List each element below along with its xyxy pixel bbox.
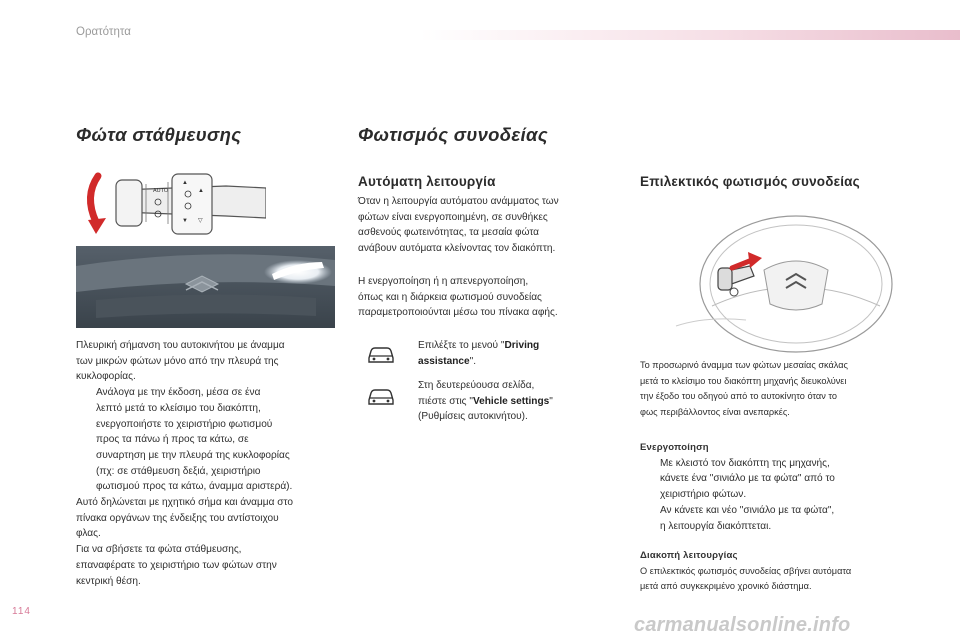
text-fragment: "	[549, 395, 553, 407]
text-fragment: πιέστε στις "	[418, 395, 473, 407]
text-line: (Ρυθμίσεις αυτοκινήτου).	[418, 411, 528, 423]
menu-name: Vehicle settings	[472, 395, 550, 407]
text-line: Αν κάνετε και νέο "σινιάλο με τα φώτα",	[660, 504, 835, 516]
text-line: ανάβουν αυτόματα κλείνοντας τον διακόπτη.	[358, 243, 556, 255]
text-line: Ο επιλεκτικός φωτισμός συνοδείας σβήνει αυτόματα	[640, 565, 852, 576]
text-line: χειριστήριο φώτων.	[660, 489, 747, 501]
bullet-item	[640, 503, 910, 534]
car-rear-parking-light-photo	[76, 246, 335, 328]
bullet-symbol	[640, 503, 660, 534]
bullet-symbol	[398, 378, 418, 425]
guide-lighting-heading: Φωτισμός συνοδείας	[358, 124, 548, 145]
text-line: μετά το κλείσιμο του διακόπτη μηχανής διευκολύνει	[640, 375, 847, 386]
page-number: 114	[12, 606, 31, 617]
bullet-symbol	[76, 385, 96, 495]
manual-guide-description	[640, 358, 910, 420]
svg-text:▲: ▲	[198, 188, 204, 194]
automatic-operation-text	[358, 194, 623, 257]
text-line: πίνακα οργάνων της ένδειξης του αντίστοιχου	[76, 512, 279, 524]
text-line: Με κλειστό τον διακόπτη της μηχανής,	[660, 457, 830, 469]
text-line: προς τα πάνω ή προς τα κάτω, σε	[96, 434, 249, 446]
auto-label: AUTO	[153, 188, 169, 194]
bullet-item	[640, 456, 910, 503]
step-driving-assistance	[418, 338, 618, 369]
text-line: φλας.	[76, 528, 101, 540]
text-line: Όταν η λειτουργία αυτόματου ανάμματος των	[358, 196, 559, 207]
step-vehicle-settings	[418, 378, 618, 425]
text-fragment: Επιλέξτε το μενού "	[418, 340, 505, 351]
car-menu-icon	[366, 342, 396, 366]
text-line: συναρτηση με την πλευρά της κυκλοφορίας	[96, 449, 290, 461]
text-line: φως περιβάλλοντος είναι ανεπαρκές.	[640, 406, 790, 417]
text-line: φώτων είναι ενεργοποιημένη, σε συνθήκες	[358, 211, 548, 223]
steering-wheel-stalk-illustration	[646, 196, 896, 356]
text-line: κεντρική θέση.	[76, 575, 141, 587]
text-line: φωτισμού προς τα κάτω, άναμμα αριστερά).	[96, 481, 293, 493]
car-settings-icon	[366, 384, 396, 408]
text-line: Το προσωρινό άναμμα των φώτων μεσαίας σκάλας	[640, 360, 848, 370]
text-fragment: ".	[469, 355, 477, 367]
bullet-symbol	[640, 456, 660, 503]
activation-heading: Ενεργοποίηση	[640, 442, 709, 453]
text-line: Πλευρική σήμανση του αυτοκινήτου με άναμμα	[76, 340, 285, 351]
text-line: όπως και η διάρκεια φωτισμού συνοδείας	[358, 291, 542, 303]
stop-section	[640, 548, 915, 595]
text-line: ασθενούς φωτεινότητας, τα μεσαία φώτα	[358, 227, 540, 239]
svg-text:▲: ▲	[182, 180, 188, 186]
text-line: Στη δευτερεύουσα σελίδα,	[418, 380, 535, 391]
text-line: λεπτό μετά το κλείσιμο του διακόπτη,	[96, 402, 261, 414]
text-line: (πχ: σε στάθμευση δεξιά, χειριστήριο	[96, 465, 261, 477]
bullet-item	[76, 385, 346, 495]
light-stalk-illustration	[76, 160, 266, 238]
parking-lights-heading: Φώτα στάθμευσης	[76, 124, 242, 145]
section-title: Ορατότητα	[76, 26, 131, 38]
text-line: Για να σβήσετε τα φώτα στάθμευσης,	[76, 544, 242, 556]
text-line: Η ενεργοποίηση ή η απενεργοποίηση,	[358, 276, 529, 287]
text-line: επαναφέρατε το χειριστήριο των φώτων στην	[76, 559, 277, 571]
text-line: παραμετροποιούνται μέσω του πίνακα αφής.	[358, 307, 558, 319]
text-line: Ανάλογα με την έκδοση, μέσα σε ένα	[96, 387, 261, 399]
menu-name: assistance	[418, 355, 470, 367]
touchscreen-settings-text	[358, 274, 623, 321]
bullet-symbol	[398, 338, 418, 369]
svg-text:▽: ▽	[198, 218, 203, 224]
text-line: ενεργοποιήστε το χειριστήριο φωτισμού	[96, 418, 273, 430]
text-line: κυκλοφορίας.	[76, 371, 136, 383]
text-line: η λειτουργία διακόπτεται.	[660, 520, 772, 532]
automatic-operation-heading: Αυτόματη λειτουργία	[358, 174, 496, 189]
manual-guide-lighting-heading: Επιλεκτικός φωτισμός συνοδείας	[640, 174, 860, 189]
rotate-down-arrow-icon	[90, 176, 98, 222]
text-line: μετά από συγκεκριμένο χρονικό διάστημα.	[640, 581, 812, 591]
menu-name: Driving	[504, 340, 540, 351]
watermark: carmanualsonline.info	[634, 614, 851, 636]
header-gradient-bar	[420, 30, 960, 40]
stop-heading: Διακοπή λειτουργίας	[640, 550, 738, 561]
parking-lights-text	[76, 338, 346, 589]
text-line: των μικρών φώτων μόνο από την πλευρά της	[76, 355, 279, 367]
text-line: κάνετε ένα "σινιάλο με τα φώτα" από το	[660, 473, 835, 485]
text-line: την έξοδο του οδηγού από το αυτοκίνητο όταν το	[640, 391, 837, 401]
activation-section	[640, 440, 910, 534]
text-line: Αυτό δηλώνεται με ηχητικό σήμα και άναμμα στο	[76, 497, 293, 509]
svg-text:▼: ▼	[182, 218, 188, 224]
